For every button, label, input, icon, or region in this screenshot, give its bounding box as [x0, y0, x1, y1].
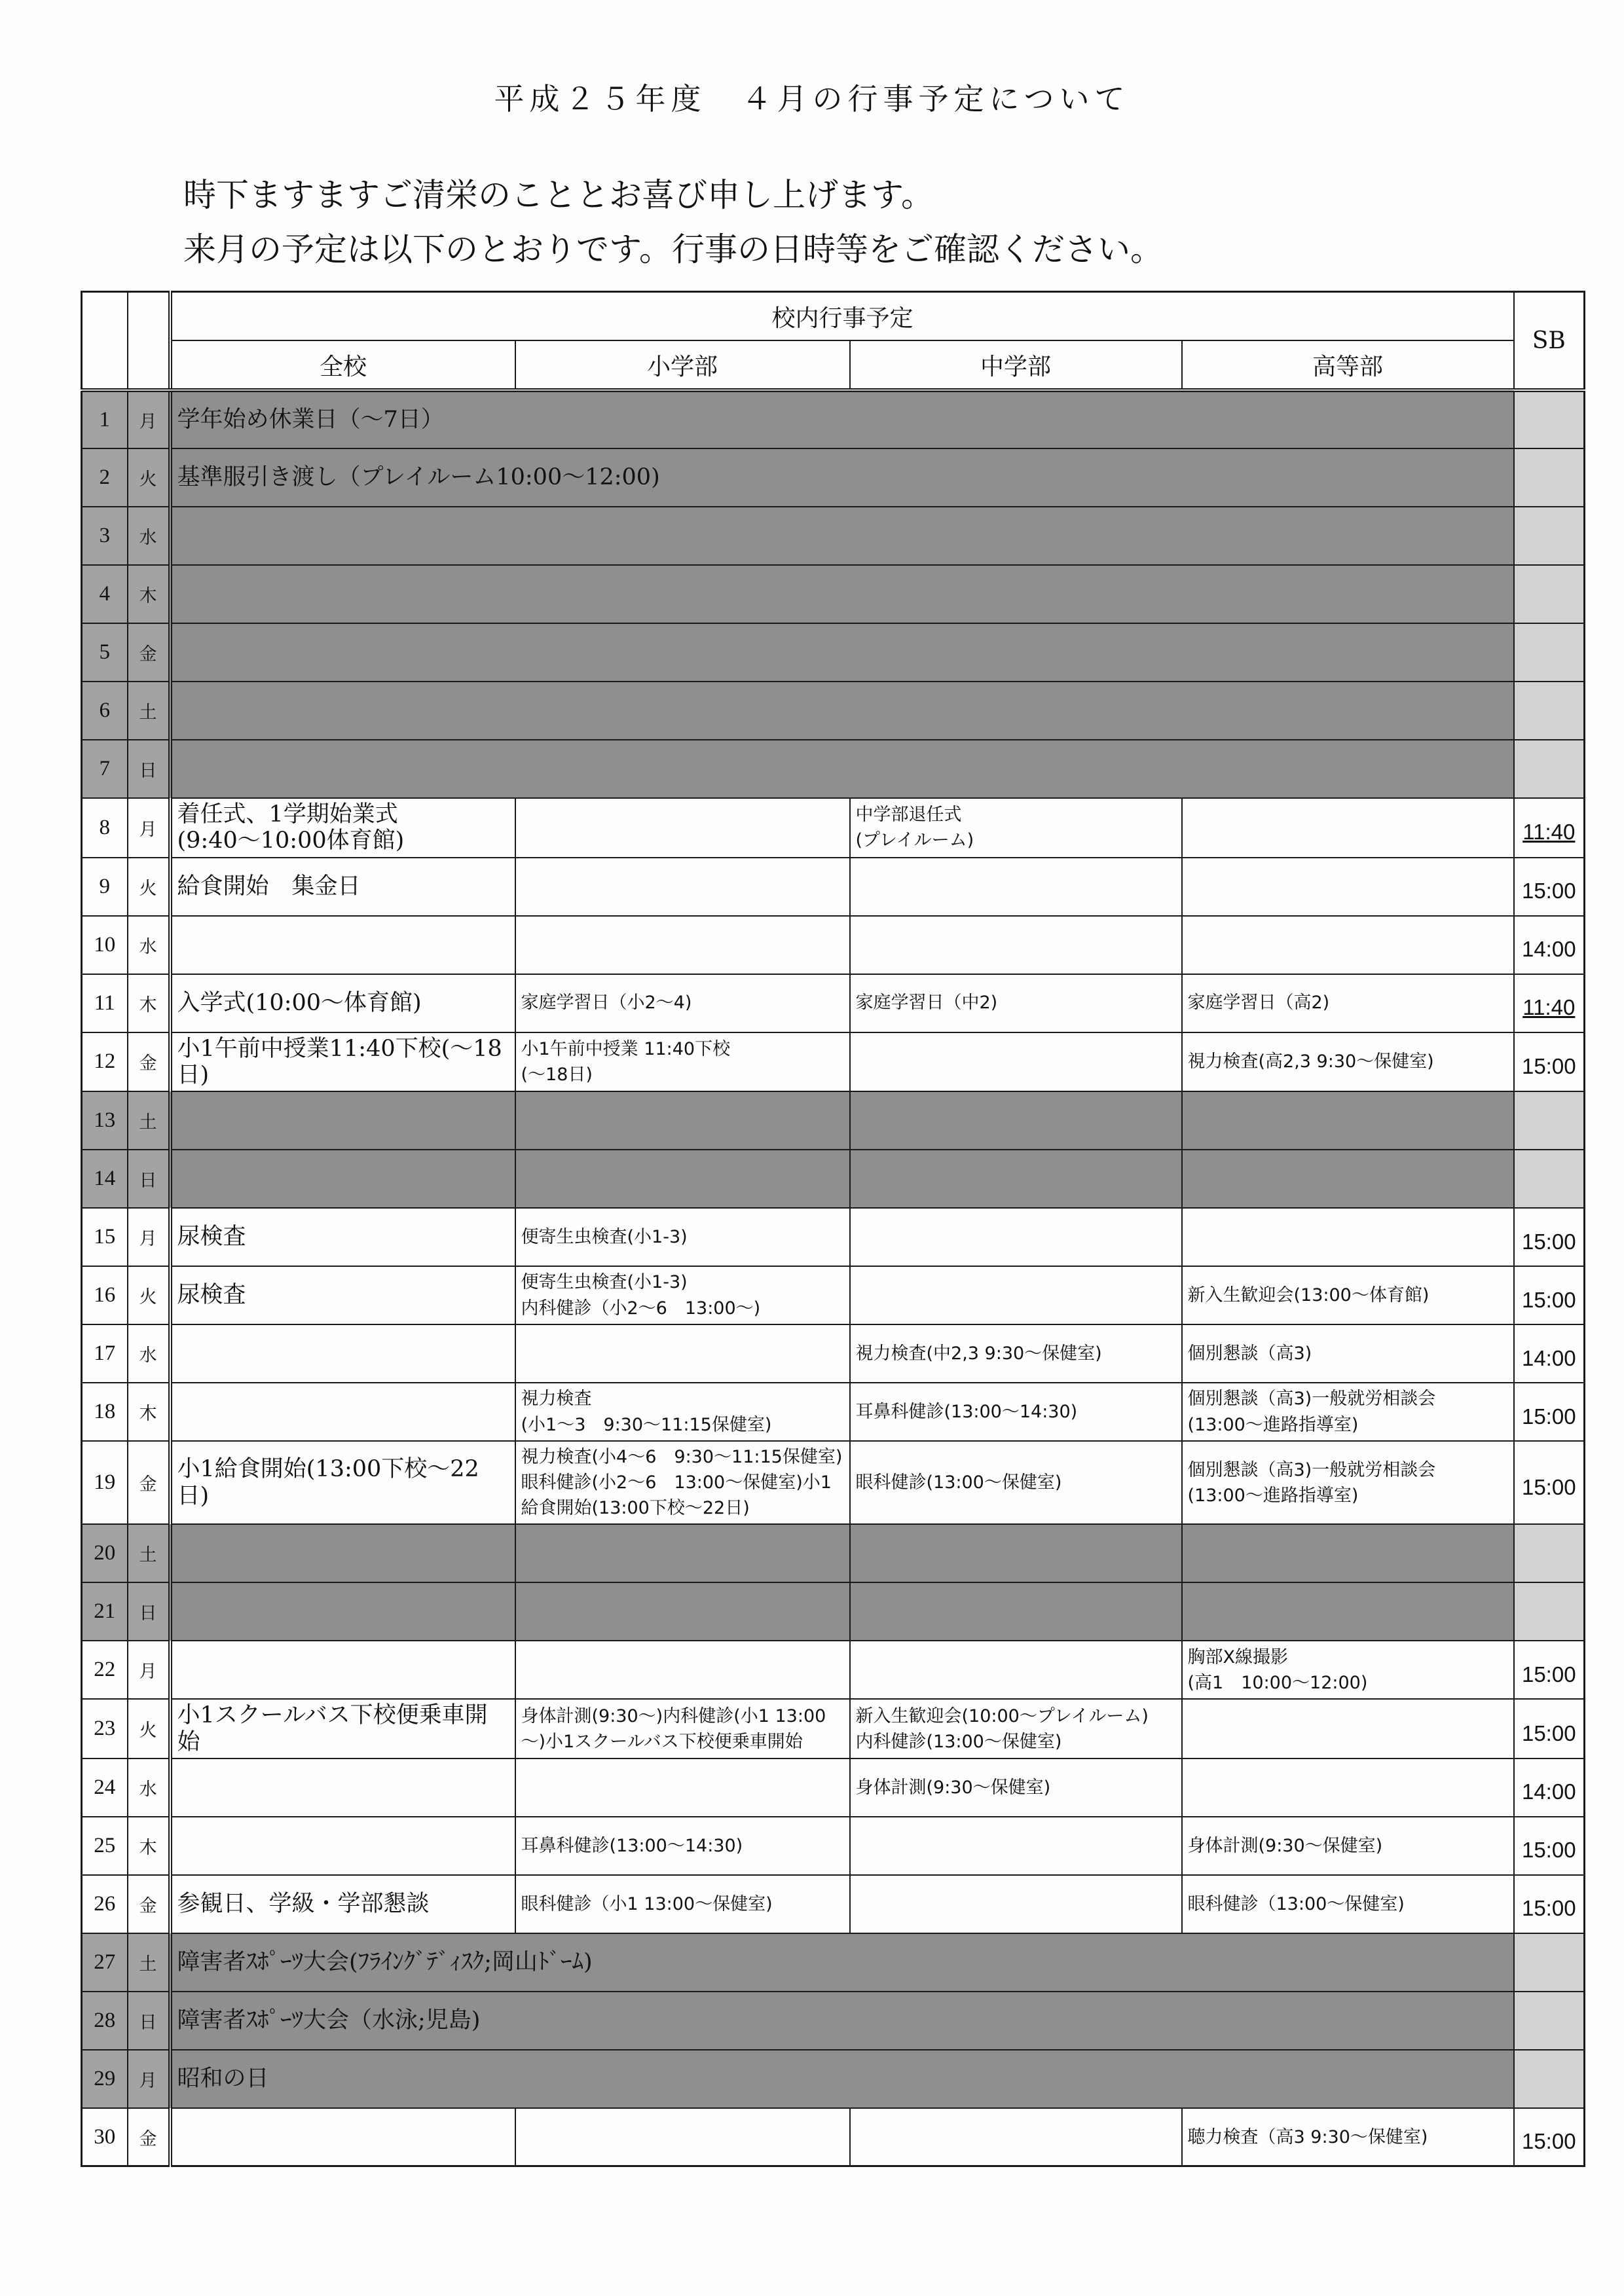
date-cell: 11 — [82, 974, 128, 1032]
date-cell: 26 — [82, 1875, 128, 1933]
all-school-event-cell: 小1給食開始(13:00下校～22日) — [170, 1441, 515, 1524]
high-school-event-cell: 個別懇談（高3) — [1182, 1324, 1514, 1383]
sb-time-cell — [1514, 390, 1585, 448]
high-school-event-cell: 個別懇談（高3)一般就労相談会 (13:00～進路指導室) — [1182, 1383, 1514, 1441]
elementary-event-cell — [515, 1641, 850, 1699]
schedule-body — [82, 390, 1585, 2166]
date-cell: 2 — [82, 448, 128, 507]
junior-high-event-cell: 中学部退任式 (プレイルーム) — [850, 798, 1182, 858]
sb-time-cell — [1514, 1091, 1585, 1150]
schedule-row — [82, 565, 1585, 623]
elementary-event-cell — [515, 1582, 850, 1641]
sb-time-cell — [1514, 2050, 1585, 2108]
weekday-cell: 火 — [128, 858, 170, 916]
weekday-cell: 日 — [128, 1992, 170, 2050]
elementary-event-cell — [515, 858, 850, 916]
date-cell: 7 — [82, 740, 128, 798]
all-school-event-cell — [170, 1817, 515, 1875]
header-elementary: 小学部 — [515, 340, 850, 390]
junior-high-event-cell — [850, 2108, 1182, 2166]
weekday-cell: 土 — [128, 682, 170, 740]
high-school-event-cell: 胸部X線撮影 (高1 10:00～12:00) — [1182, 1641, 1514, 1699]
sb-time-cell — [1514, 1524, 1585, 1582]
all-school-event-cell — [170, 1091, 515, 1150]
high-school-event-cell — [1182, 1208, 1514, 1266]
all-school-event-cell: 尿検査 — [170, 1208, 515, 1266]
elementary-event-cell — [515, 2108, 850, 2166]
schedule-row — [82, 1641, 1585, 1699]
schedule-row — [82, 1758, 1585, 1817]
schedule-table — [81, 291, 1585, 2167]
date-cell: 25 — [82, 1817, 128, 1875]
junior-high-event-cell — [850, 1266, 1182, 1324]
all-school-event-cell — [170, 916, 515, 974]
weekday-cell: 水 — [128, 916, 170, 974]
high-school-event-cell — [1182, 1091, 1514, 1150]
weekday-cell: 土 — [128, 1524, 170, 1582]
date-cell: 28 — [82, 1992, 128, 2050]
sb-time-cell: 15:00 — [1514, 1641, 1585, 1699]
junior-high-event-cell: 視力検査(中2,3 9:30～保健室) — [850, 1324, 1182, 1383]
date-cell: 27 — [82, 1933, 128, 1992]
sb-time-cell: 11:40 — [1514, 798, 1585, 858]
junior-high-event-cell — [850, 1208, 1182, 1266]
high-school-event-cell — [1182, 1758, 1514, 1817]
date-cell: 8 — [82, 798, 128, 858]
sb-time-cell — [1514, 1992, 1585, 2050]
date-cell: 4 — [82, 565, 128, 623]
all-school-event-cell — [170, 1383, 515, 1441]
date-cell: 13 — [82, 1091, 128, 1150]
sb-time-cell: 15:00 — [1514, 1208, 1585, 1266]
junior-high-event-cell — [850, 1032, 1182, 1092]
header-high-school: 高等部 — [1182, 340, 1514, 390]
weekday-cell: 木 — [128, 974, 170, 1032]
elementary-event-cell: 身体計測(9:30～)内科健診(小1 13:00～)小1スクールバス下校便乗車開始 — [515, 1699, 850, 1758]
junior-high-event-cell — [850, 858, 1182, 916]
school-wide-event-cell — [170, 565, 1514, 623]
header-corner-weekday — [128, 292, 170, 391]
elementary-event-cell: 便寄生虫検査(小1-3) — [515, 1208, 850, 1266]
elementary-event-cell — [515, 1150, 850, 1208]
junior-high-event-cell — [850, 1641, 1182, 1699]
weekday-cell: 木 — [128, 565, 170, 623]
sb-time-cell: 15:00 — [1514, 1032, 1585, 1092]
sb-time-cell: 15:00 — [1514, 2108, 1585, 2166]
elementary-event-cell: 家庭学習日（小2～4) — [515, 974, 850, 1032]
greeting-line: 時下ますますご清栄のこととお喜び申し上げます。 — [183, 176, 934, 214]
date-cell: 10 — [82, 916, 128, 974]
junior-high-event-cell: 新入生歓迎会(10:00～プレイルーム) 内科健診(13:00～保健室) — [850, 1699, 1182, 1758]
weekday-cell: 金 — [128, 1441, 170, 1524]
schedule-row — [82, 2050, 1585, 2108]
all-school-event-cell: 入学式(10:00～体育館) — [170, 974, 515, 1032]
date-cell: 18 — [82, 1383, 128, 1441]
weekday-cell: 土 — [128, 1091, 170, 1150]
high-school-event-cell: 聴力検査（高3 9:30～保健室) — [1182, 2108, 1514, 2166]
sb-time-cell: 11:40 — [1514, 974, 1585, 1032]
elementary-event-cell — [515, 1524, 850, 1582]
junior-high-event-cell — [850, 916, 1182, 974]
elementary-event-cell: 視力検査 (小1～3 9:30～11:15保健室) — [515, 1383, 850, 1441]
junior-high-event-cell — [850, 1817, 1182, 1875]
schedule-row — [82, 623, 1585, 682]
school-wide-event-cell — [170, 682, 1514, 740]
sb-time-cell: 15:00 — [1514, 858, 1585, 916]
school-wide-event-cell: 障害者ｽﾎﾟｰﾂ大会（水泳;児島) — [170, 1992, 1514, 2050]
schedule-row — [82, 1992, 1585, 2050]
school-wide-event-cell — [170, 623, 1514, 682]
sb-time-cell — [1514, 565, 1585, 623]
elementary-event-cell — [515, 798, 850, 858]
weekday-cell: 火 — [128, 1699, 170, 1758]
all-school-event-cell — [170, 2108, 515, 2166]
schedule-row — [82, 740, 1585, 798]
weekday-cell: 月 — [128, 390, 170, 448]
schedule-row — [82, 798, 1585, 858]
weekday-cell: 日 — [128, 740, 170, 798]
schedule-row — [82, 448, 1585, 507]
schedule-row — [82, 2108, 1585, 2166]
all-school-event-cell — [170, 1758, 515, 1817]
school-wide-event-cell — [170, 740, 1514, 798]
schedule-row — [82, 1324, 1585, 1383]
school-wide-event-cell: 基準服引き渡し（プレイルーム10:00～12:00) — [170, 448, 1514, 507]
header-sb: SB — [1514, 292, 1585, 391]
high-school-event-cell — [1182, 798, 1514, 858]
high-school-event-cell: 身体計測(9:30～保健室) — [1182, 1817, 1514, 1875]
all-school-event-cell — [170, 1524, 515, 1582]
sb-time-cell — [1514, 623, 1585, 682]
weekday-cell: 金 — [128, 1875, 170, 1933]
all-school-event-cell — [170, 1150, 515, 1208]
weekday-cell: 水 — [128, 507, 170, 565]
elementary-event-cell — [515, 916, 850, 974]
weekday-cell: 月 — [128, 1641, 170, 1699]
date-cell: 30 — [82, 2108, 128, 2166]
weekday-cell: 水 — [128, 1324, 170, 1383]
date-cell: 24 — [82, 1758, 128, 1817]
high-school-event-cell — [1182, 1582, 1514, 1641]
sb-time-cell: 15:00 — [1514, 1383, 1585, 1441]
page-title: 平成２５年度 ４月の行事予定について — [494, 81, 1130, 117]
notice-line: 来月の予定は以下のとおりです。行事の日時等をご確認ください。 — [183, 230, 1163, 268]
header-all-school: 全校 — [170, 340, 515, 390]
sb-time-cell — [1514, 507, 1585, 565]
weekday-cell: 月 — [128, 1208, 170, 1266]
elementary-event-cell: 耳鼻科健診(13:00～14:30) — [515, 1817, 850, 1875]
date-cell: 23 — [82, 1699, 128, 1758]
schedule-row — [82, 1817, 1585, 1875]
schedule-row — [82, 1875, 1585, 1933]
date-cell: 21 — [82, 1582, 128, 1641]
sb-time-cell — [1514, 1150, 1585, 1208]
junior-high-event-cell — [850, 1091, 1182, 1150]
junior-high-event-cell: 耳鼻科健診(13:00～14:30) — [850, 1383, 1182, 1441]
header-junior-high: 中学部 — [850, 340, 1182, 390]
all-school-event-cell: 給食開始 集金日 — [170, 858, 515, 916]
date-cell: 12 — [82, 1032, 128, 1092]
school-wide-event-cell: 学年始め休業日（～7日） — [170, 390, 1514, 448]
weekday-cell: 金 — [128, 1032, 170, 1092]
elementary-event-cell — [515, 1091, 850, 1150]
junior-high-event-cell: 眼科健診(13:00～保健室) — [850, 1441, 1182, 1524]
high-school-event-cell — [1182, 916, 1514, 974]
high-school-event-cell: 眼科健診（13:00～保健室) — [1182, 1875, 1514, 1933]
weekday-cell: 火 — [128, 1266, 170, 1324]
sb-time-cell — [1514, 1582, 1585, 1641]
date-cell: 17 — [82, 1324, 128, 1383]
elementary-event-cell: 眼科健診（小1 13:00～保健室) — [515, 1875, 850, 1933]
sb-time-cell — [1514, 1933, 1585, 1992]
schedule-row — [82, 858, 1585, 916]
junior-high-event-cell — [850, 1524, 1182, 1582]
date-cell: 3 — [82, 507, 128, 565]
schedule-row — [82, 1524, 1585, 1582]
school-wide-event-cell: 障害者ｽﾎﾟｰﾂ大会(ﾌﾗｲﾝｸﾞﾃﾞｨｽｸ;岡山ﾄﾞｰﾑ) — [170, 1933, 1514, 1992]
sb-time-cell: 14:00 — [1514, 1758, 1585, 1817]
high-school-event-cell: 個別懇談（高3)一般就労相談会 (13:00～進路指導室) — [1182, 1441, 1514, 1524]
all-school-event-cell — [170, 1324, 515, 1383]
all-school-event-cell: 尿検査 — [170, 1266, 515, 1324]
junior-high-event-cell — [850, 1150, 1182, 1208]
high-school-event-cell: 新入生歓迎会(13:00～体育館) — [1182, 1266, 1514, 1324]
all-school-event-cell — [170, 1641, 515, 1699]
schedule-row — [82, 1699, 1585, 1758]
high-school-event-cell — [1182, 1524, 1514, 1582]
weekday-cell: 金 — [128, 623, 170, 682]
junior-high-event-cell: 身体計測(9:30～保健室) — [850, 1758, 1182, 1817]
date-cell: 15 — [82, 1208, 128, 1266]
elementary-event-cell: 小1午前中授業 11:40下校 (～18日) — [515, 1032, 850, 1092]
weekday-cell: 日 — [128, 1150, 170, 1208]
weekday-cell: 水 — [128, 1758, 170, 1817]
elementary-event-cell — [515, 1758, 850, 1817]
high-school-event-cell: 家庭学習日（高2) — [1182, 974, 1514, 1032]
schedule-row — [82, 1383, 1585, 1441]
date-cell: 9 — [82, 858, 128, 916]
date-cell: 16 — [82, 1266, 128, 1324]
weekday-cell: 月 — [128, 2050, 170, 2108]
high-school-event-cell — [1182, 858, 1514, 916]
schedule-row — [82, 916, 1585, 974]
date-cell: 19 — [82, 1441, 128, 1524]
junior-high-event-cell — [850, 1582, 1182, 1641]
all-school-event-cell: 着任式、1学期始業式 (9:40～10:00体育館) — [170, 798, 515, 858]
sb-time-cell: 15:00 — [1514, 1699, 1585, 1758]
schedule-row — [82, 1091, 1585, 1150]
schedule-row — [82, 1441, 1585, 1524]
weekday-cell: 木 — [128, 1383, 170, 1441]
header-row-group — [82, 292, 1585, 341]
all-school-event-cell: 小1スクールバス下校便乗車開始 — [170, 1699, 515, 1758]
sb-time-cell: 15:00 — [1514, 1875, 1585, 1933]
schedule-row — [82, 1933, 1585, 1992]
junior-high-event-cell — [850, 1875, 1182, 1933]
sb-time-cell: 15:00 — [1514, 1266, 1585, 1324]
schedule-row — [82, 390, 1585, 448]
school-wide-event-cell — [170, 507, 1514, 565]
high-school-event-cell — [1182, 1699, 1514, 1758]
header-row-departments — [82, 340, 1585, 390]
all-school-event-cell — [170, 1582, 515, 1641]
date-cell: 5 — [82, 623, 128, 682]
all-school-event-cell: 参観日、学級・学部懇談 — [170, 1875, 515, 1933]
weekday-cell: 日 — [128, 1582, 170, 1641]
date-cell: 22 — [82, 1641, 128, 1699]
schedule-row — [82, 1032, 1585, 1092]
header-corner-date — [82, 292, 128, 391]
date-cell: 1 — [82, 390, 128, 448]
header-school-events: 校内行事予定 — [170, 292, 1514, 341]
high-school-event-cell — [1182, 1150, 1514, 1208]
school-wide-event-cell: 昭和の日 — [170, 2050, 1514, 2108]
weekday-cell: 火 — [128, 448, 170, 507]
sb-time-cell: 15:00 — [1514, 1817, 1585, 1875]
date-cell: 20 — [82, 1524, 128, 1582]
schedule-row — [82, 1266, 1585, 1324]
schedule-row — [82, 507, 1585, 565]
junior-high-event-cell: 家庭学習日（中2) — [850, 974, 1182, 1032]
schedule-row — [82, 974, 1585, 1032]
schedule-row — [82, 1208, 1585, 1266]
schedule-row — [82, 1150, 1585, 1208]
weekday-cell: 月 — [128, 798, 170, 858]
weekday-cell: 木 — [128, 1817, 170, 1875]
schedule-row — [82, 1582, 1585, 1641]
sb-time-cell — [1514, 740, 1585, 798]
sb-time-cell: 15:00 — [1514, 1441, 1585, 1524]
sb-time-cell — [1514, 682, 1585, 740]
date-cell: 14 — [82, 1150, 128, 1208]
elementary-event-cell — [515, 1324, 850, 1383]
weekday-cell: 金 — [128, 2108, 170, 2166]
date-cell: 29 — [82, 2050, 128, 2108]
all-school-event-cell: 小1午前中授業11:40下校(～18日) — [170, 1032, 515, 1092]
sb-time-cell — [1514, 448, 1585, 507]
sb-time-cell: 14:00 — [1514, 1324, 1585, 1383]
date-cell: 6 — [82, 682, 128, 740]
elementary-event-cell: 便寄生虫検査(小1-3) 内科健診（小2～6 13:00～) — [515, 1266, 850, 1324]
high-school-event-cell: 視力検査(高2,3 9:30～保健室) — [1182, 1032, 1514, 1092]
schedule-row — [82, 682, 1585, 740]
weekday-cell: 土 — [128, 1933, 170, 1992]
sb-time-cell: 14:00 — [1514, 916, 1585, 974]
elementary-event-cell: 視力検査(小4～6 9:30～11:15保健室)眼科健診(小2～6 13:00～保健室)小1給食開始(13:00下校～22日) — [515, 1441, 850, 1524]
